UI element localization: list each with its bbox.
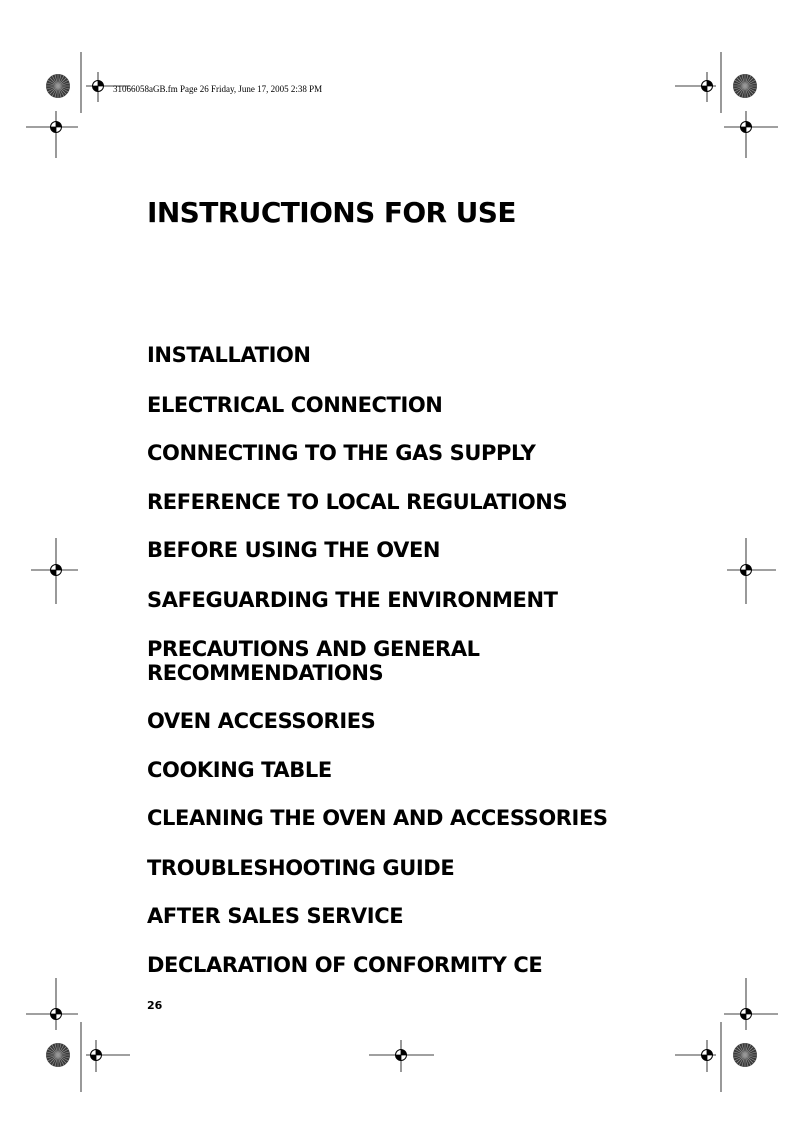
toc-item-conformity: DECLARATION OF CONFORMITY CE bbox=[147, 953, 543, 977]
toc-item-precautions-line2: RECOMMENDATIONS bbox=[147, 661, 384, 685]
toc-item-before-using: BEFORE USING THE OVEN bbox=[147, 538, 441, 562]
toc-item-troubleshooting: TROUBLESHOOTING GUIDE bbox=[147, 856, 455, 880]
page-title: INSTRUCTIONS FOR USE bbox=[147, 196, 516, 229]
toc-item-electrical-connection: ELECTRICAL CONNECTION bbox=[147, 393, 443, 417]
toc-item-local-regulations: REFERENCE TO LOCAL REGULATIONS bbox=[147, 490, 568, 514]
toc-item-gas-supply: CONNECTING TO THE GAS SUPPLY bbox=[147, 441, 536, 465]
toc-item-cooking-table: COOKING TABLE bbox=[147, 758, 332, 782]
toc-item-environment: SAFEGUARDING THE ENVIRONMENT bbox=[147, 588, 558, 612]
toc-item-after-sales: AFTER SALES SERVICE bbox=[147, 904, 404, 928]
toc-item-precautions: PRECAUTIONS AND GENERAL bbox=[147, 637, 480, 661]
toc-item-oven-accessories: OVEN ACCESSORIES bbox=[147, 709, 376, 733]
page-number: 26 bbox=[147, 999, 163, 1012]
toc-item-cleaning: CLEANING THE OVEN AND ACCESSORIES bbox=[147, 806, 608, 830]
file-info-slug: 31066058aGB.fm Page 26 Friday, June 17, 2005 2:38 PM bbox=[113, 84, 323, 94]
toc-item-installation: INSTALLATION bbox=[147, 343, 311, 367]
